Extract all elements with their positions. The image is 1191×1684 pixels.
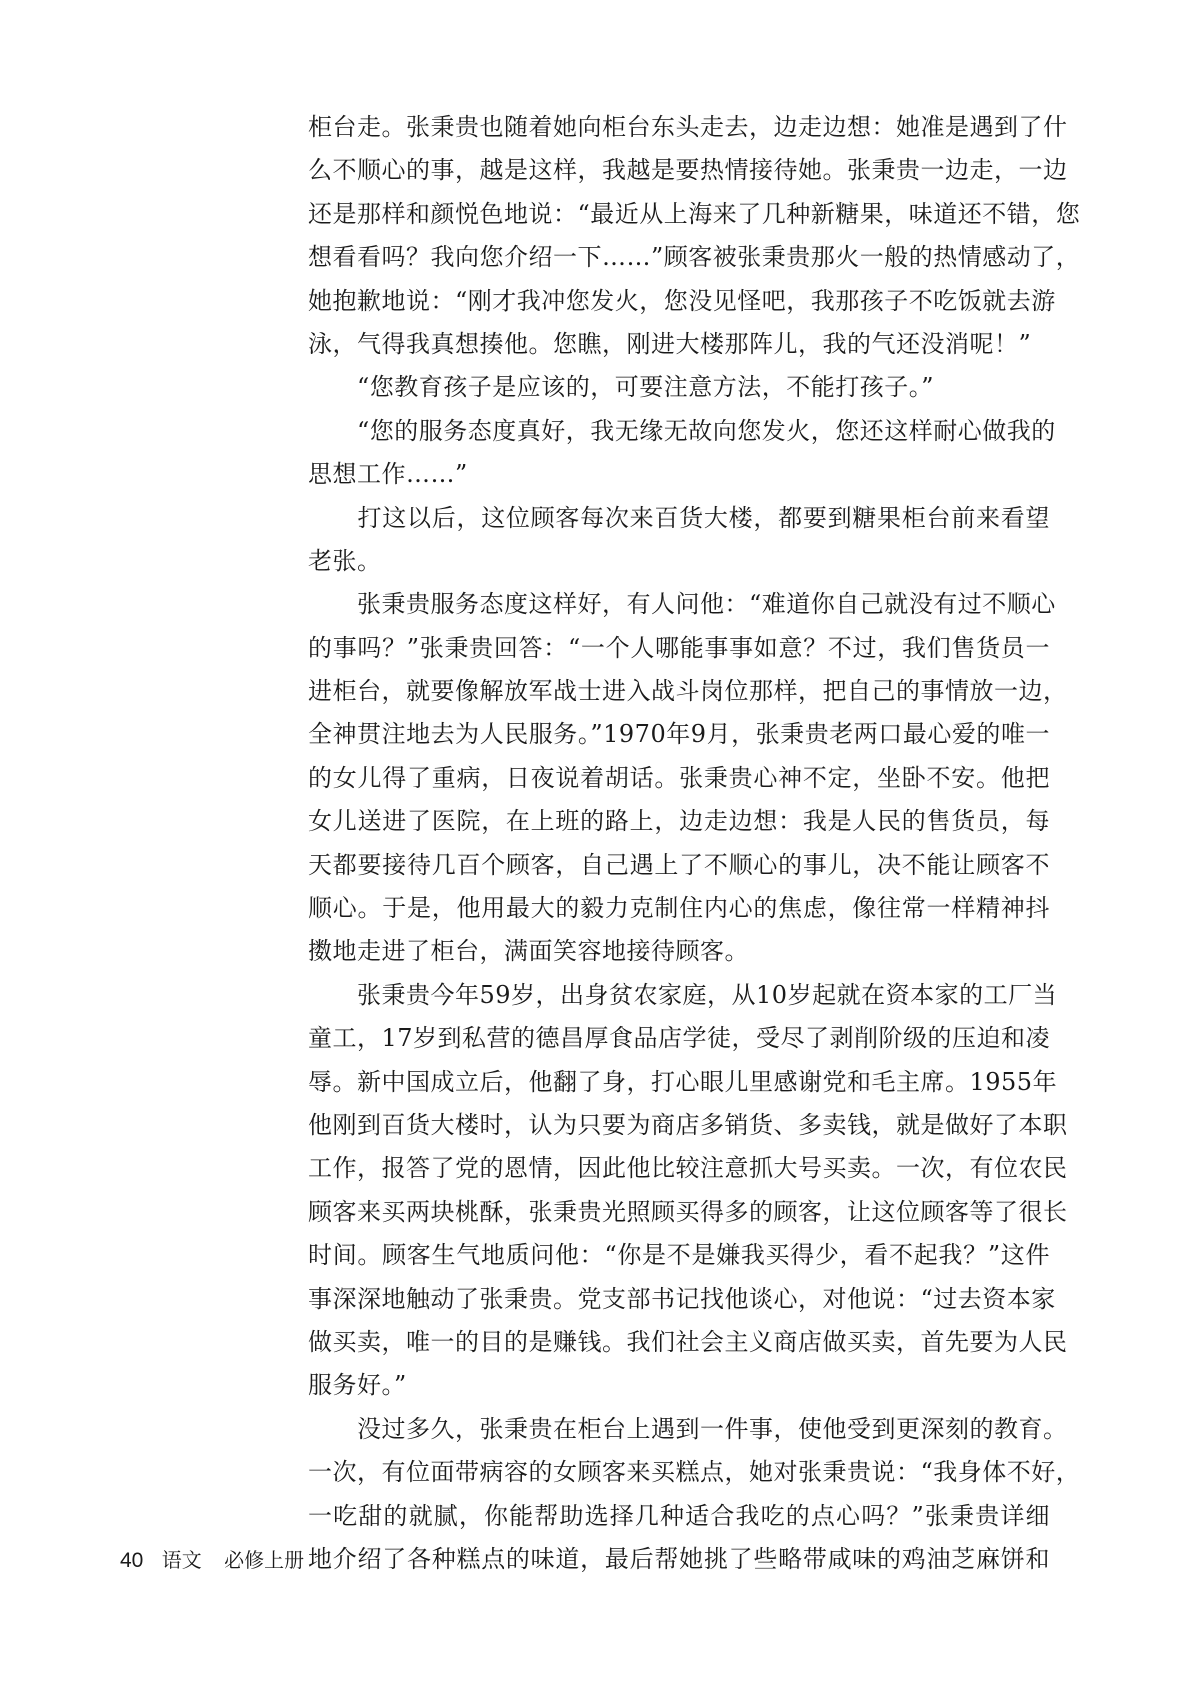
page-footer <box>120 1548 304 1573</box>
text-line: 服务好。” <box>308 1371 407 1400</box>
text-line: 她抱歉地说：“刚才我冲您发火，您没见怪吧，我那孩子不吃饭就去游 <box>308 286 1056 315</box>
text-line: 顾客来买两块桃酥，张秉贵光照顾买得多的顾客，让这位顾客等了很长 <box>308 1197 1068 1226</box>
text-line: 的女儿得了重病，日夜说着胡话。张秉贵心神不定，坐卧不安。他把 <box>308 763 1050 792</box>
book-subject: 语文 <box>161 1548 202 1572</box>
text-line: 泳，气得我真想揍他。您瞧，刚进大楼那阵儿，我的气还没消呢！” <box>308 329 1032 358</box>
body-text <box>308 106 1081 1581</box>
text-line: 么不顺心的事，越是这样，我越是要热情接待她。张秉贵一边走，一边 <box>308 156 1068 185</box>
text-line: 时间。顾客生气地质问他：“你是不是嫌我买得少，看不起我？”这件 <box>308 1241 1050 1270</box>
text-line: 打这以后，这位顾客每次来百货大楼，都要到糖果柜台前来看望 <box>308 503 1050 532</box>
text-line: 全神贯注地去为人民服务。”1970年9月，张秉贵老两口最心爱的唯一 <box>308 720 1050 749</box>
text-line: 一次，有位面带病容的女顾客来买糕点，她对张秉贵说：“我身体不好， <box>308 1458 1081 1487</box>
text-line: 他刚到百货大楼时，认为只要为商店多销货、多卖钱，就是做好了本职 <box>308 1110 1068 1139</box>
text-line: 辱。新中国成立后，他翻了身，打心眼儿里感谢党和毛主席。1955年 <box>308 1067 1058 1096</box>
text-line: 事深深地触动了张秉贵。党支部书记找他谈心，对他说：“过去资本家 <box>308 1284 1056 1313</box>
text-line: 童工，17岁到私营的德昌厚食品店学徒，受尽了剥削阶级的压迫和凌 <box>308 1024 1051 1053</box>
text-line: 张秉贵今年59岁，出身贫农家庭，从10岁起就在资本家的工厂当 <box>308 980 1058 1009</box>
book-volume: 必修上册 <box>224 1548 305 1572</box>
text-line: 没过多久，张秉贵在柜台上遇到一件事，使他受到更深刻的教育。 <box>308 1414 1068 1443</box>
text-line: 柜台走。张秉贵也随着她向柜台东头走去，边走边想：她准是遇到了什 <box>308 113 1068 141</box>
text-line: 女儿送进了医院，在上班的路上，边走边想：我是人民的售货员，每 <box>308 807 1050 836</box>
page-number: 40 <box>120 1549 144 1572</box>
text-line: “您教育孩子是应该的，可要注意方法，不能打孩子。” <box>308 373 935 402</box>
text-line: 一吃甜的就腻，你能帮助选择几种适合我吃的点心吗？”张秉贵详细 <box>308 1501 1050 1530</box>
text-line: 张秉贵服务态度这样好，有人问他：“难道你自己就没有过不顺心 <box>308 590 1056 619</box>
text-line: “您的服务态度真好，我无缘无故向您发火，您还这样耐心做我的 <box>308 416 1056 445</box>
text-line: 顺心。于是，他用最大的毅力克制住内心的焦虑，像往常一样精神抖 <box>308 894 1050 923</box>
text-line: 思想工作……” <box>308 460 468 489</box>
text-line: 地介绍了各种糕点的味道，最后帮她挑了些略带咸味的鸡油芝麻饼和 <box>308 1544 1050 1573</box>
text-line: 天都要接待几百个顾客，自己遇上了不顺心的事儿，决不能让顾客不 <box>308 850 1050 879</box>
text-line: 擞地走进了柜台，满面笑容地接待顾客。 <box>308 937 749 966</box>
text-line: 进柜台，就要像解放军战士进入战斗岗位那样，把自己的事情放一边， <box>308 677 1068 706</box>
text-line: 还是那样和颜悦色地说：“最近从上海来了几种新糖果，味道还不错，您 <box>308 199 1081 228</box>
text-line: 工作，报答了党的恩情，因此他比较注意抓大号买卖。一次，有位农民 <box>308 1154 1068 1183</box>
text-line: 想看看吗？我向您介绍一下……”顾客被张秉贵那火一般的热情感动了， <box>308 243 1081 272</box>
text-line: 做买卖，唯一的目的是赚钱。我们社会主义商店做买卖，首先要为人民 <box>308 1327 1068 1356</box>
text-line: 的事吗？”张秉贵回答：“一个人哪能事事如意？不过，我们售货员一 <box>308 633 1050 662</box>
text-line: 老张。 <box>308 546 382 575</box>
